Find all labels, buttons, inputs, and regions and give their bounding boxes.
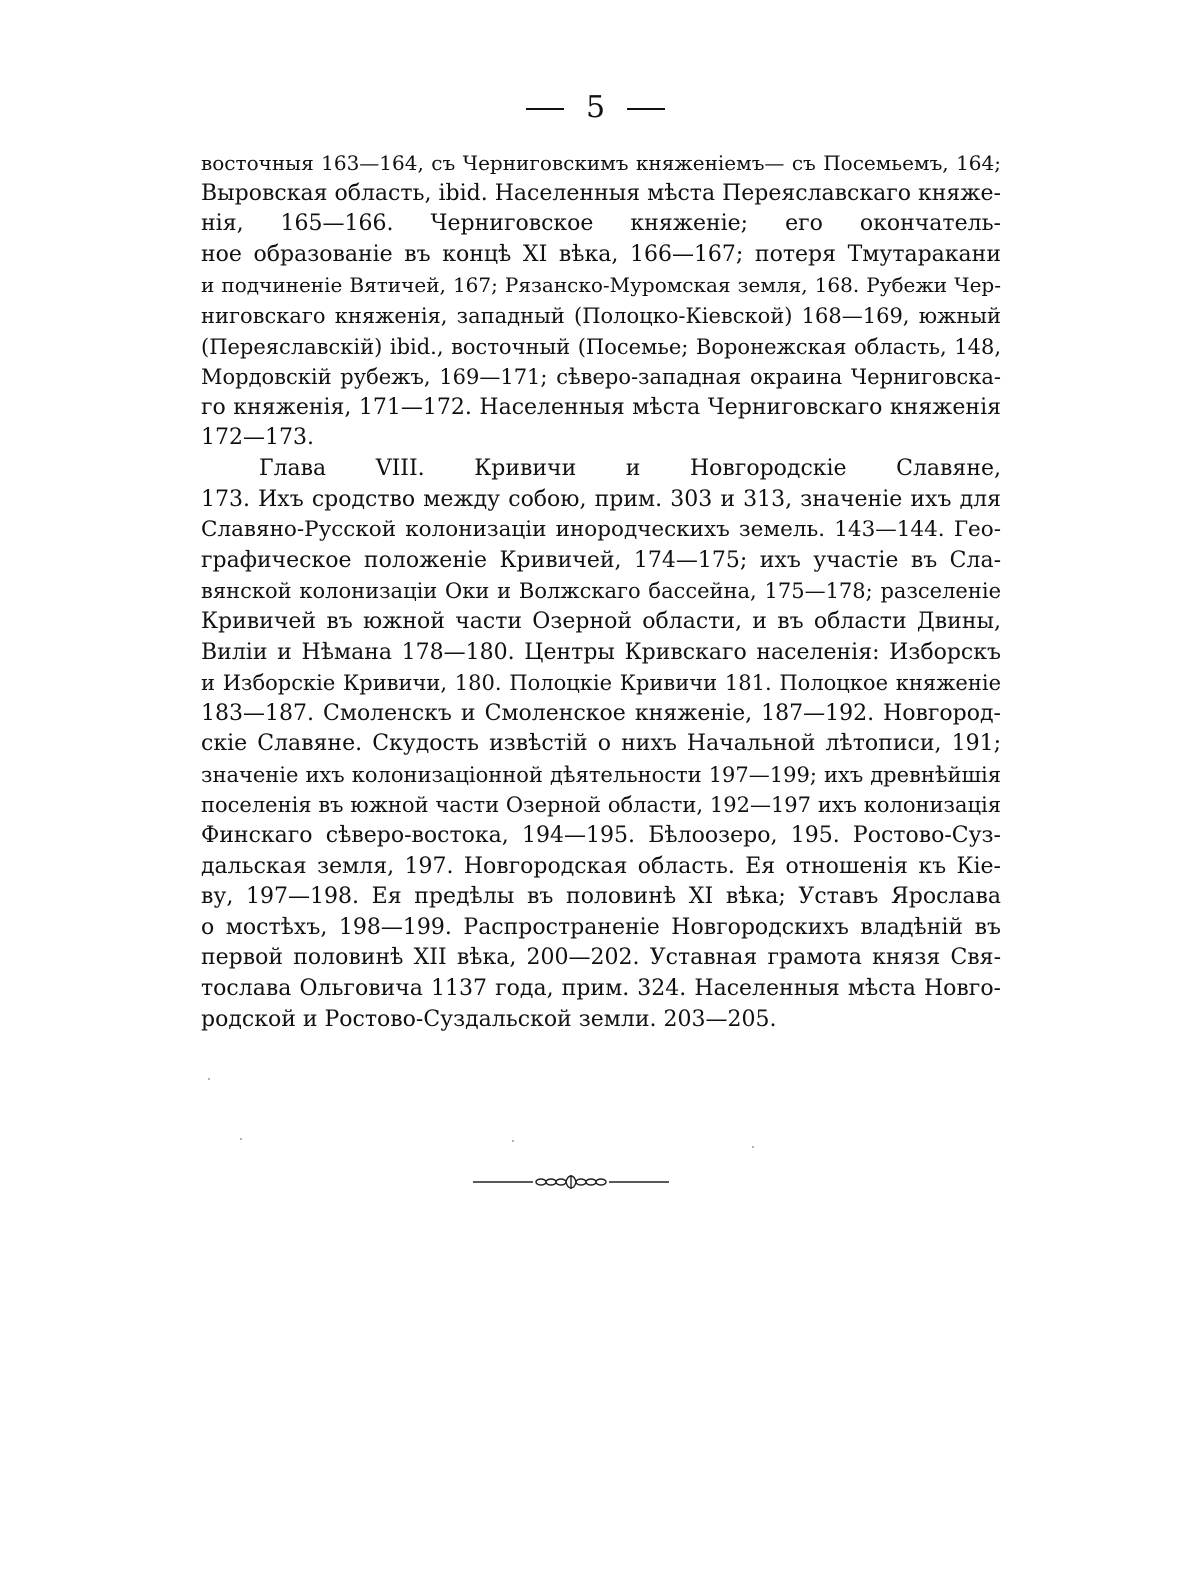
text-line: родской и Ростово-Суздальской земли. 203—205. [201, 1006, 777, 1032]
text-line: поселенія въ южной части Озерной области, 192—197 ихъ колонизація [201, 793, 1001, 818]
text-line: и подчиненіе Вятичей, 167; Рязанско-Муромская земля, 168. Рубежи Чер- [201, 273, 1001, 298]
page-header [0, 88, 1191, 128]
text-line: восточныя 163—164, съ Черниговскимъ княженіемъ— съ Посемьемъ, 164; [201, 151, 1001, 175]
text-line: ву, 197—198. Ея предѣлы въ половинѣ XI вѣка; Уставъ Ярослава [201, 884, 1001, 910]
text-line: вянской колонизаціи Оки и Волжскаго бассейна, 175—178; разселеніе [201, 579, 1001, 604]
header-dash-left [526, 108, 564, 110]
text-line: дальская земля, 197. Новгородская область. Ея отношенія къ Кіе- [201, 853, 1001, 879]
text-line: скіе Славяне. Скудость извѣстій о нихъ Начальной лѣтописи, 191; [201, 731, 1001, 757]
paper-speck [208, 1078, 210, 1080]
text-line: ное образованіе въ концѣ XI вѣка, 166—167; потеря Тмутаракани [201, 241, 1001, 267]
page-number: 5 [585, 90, 606, 125]
text-line: 183—187. Смоленскъ и Смоленское княженіе, 187—192. Новгород- [201, 700, 1001, 726]
text-line: графическое положеніе Кривичей, 174—175; ихъ участіе въ Сла- [201, 547, 1001, 573]
text-line: значеніе ихъ колонизаціонной дѣятельности 197—199; ихъ древнѣйшія [201, 762, 1001, 787]
text-line: 172—173. [201, 425, 314, 451]
text-line: Глава VIII. Кривичи и Новгородскіе Славяне, [259, 455, 1001, 481]
ornament-divider-icon [471, 1170, 671, 1194]
text-line: Выровская область, ibid. Населенныя мѣста Переяславскаго княже- [201, 180, 1001, 206]
text-line: Виліи и Нѣмана 178—180. Центры Кривскаго населенія: Изборскъ [201, 639, 1001, 665]
text-line: и Изборскіе Кривичи, 180. Полоцкіе Кривичи 181. Полоцкое княженіе [201, 671, 1001, 696]
paper-speck [752, 1146, 754, 1148]
text-line: 173. Ихъ сродство между собою, прим. 303 и 313, значеніе ихъ для [201, 486, 1001, 512]
text-line: Славяно-Русской колонизаціи инородческихъ земель. 143—144. Гео- [201, 517, 1001, 543]
text-line: Кривичей въ южной части Озерной области, и въ области Двины, [201, 608, 1001, 634]
text-line: Финскаго сѣверо-востока, 194—195. Бѣлоозеро, 195. Ростово-Суз- [201, 823, 1001, 849]
text-line: ниговскаго княженія, западный (Полоцко-Кіевской) 168—169, южный [201, 303, 1001, 328]
text-line: Мордовскій рубежъ, 169—171; сѣверо-западная окраина Черниговска- [201, 365, 1001, 390]
text-line: первой половинѣ XII вѣка, 200—202. Уставная грамота князя Свя- [201, 945, 1001, 971]
text-line: о мостѣхъ, 198—199. Распространеніе Новгородскихъ владѣній въ [201, 914, 1001, 940]
text-line: го княженія, 171—172. Населенныя мѣста Черниговскаго княженія [201, 394, 1001, 420]
paper-speck [240, 1138, 242, 1140]
text-line: тослава Ольговича 1137 года, прим. 324. Населенныя мѣста Новго- [201, 976, 1001, 1002]
text-line: нія, 165—166. Черниговское княженіе; его окончатель- [201, 211, 1001, 237]
text-line: (Переяславскій) ibid., восточный (Посемье; Воронежская область, 148, [201, 334, 1001, 359]
paper-speck [512, 1140, 514, 1142]
body-text [201, 148, 1001, 1035]
header-dash-right [627, 108, 665, 110]
